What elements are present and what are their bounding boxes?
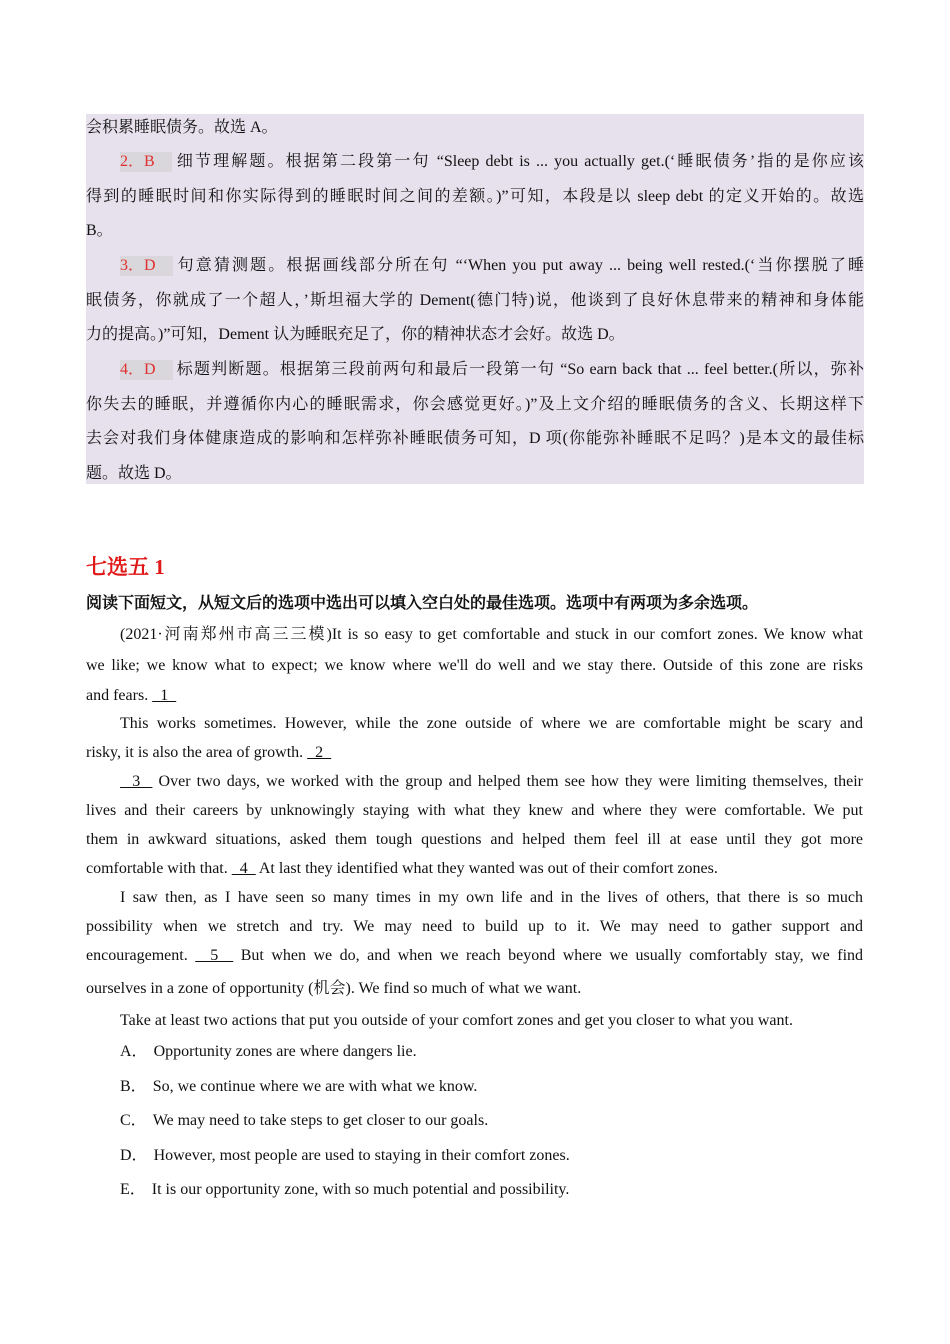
answer-q4-line2: 你失去的睡眠，并遵循你内心的睡眠需求，你会感觉更好。)”及上文介绍的睡眠债务的含义、长期这样下 xyxy=(86,396,864,413)
answer-line: 会积累睡眠债务。故选 A。 xyxy=(86,119,278,136)
answer-q2-label: 2．B xyxy=(120,152,172,172)
blank-1[interactable]: 1 xyxy=(152,687,177,704)
blank-4[interactable]: 4 xyxy=(231,860,256,877)
section-title: 七选五 1 xyxy=(86,555,165,579)
passage-line: I saw then, as I have seen so many times in my own life and in the lives of others, that there is so much xyxy=(120,889,863,906)
passage-line: and fears. 1 xyxy=(86,687,177,704)
passage-line: (2021·河南郑州市高三三模)It is so easy to get comfortable and stuck in our comfort zones. We know what xyxy=(120,626,863,643)
passage-line: encouragement. 5 But when we do, and when we reach beyond where we usually comfortably stay, we find xyxy=(86,947,864,964)
passage-line: possibility when we stretch and try. We may need to build up to it. We may need to gather support and xyxy=(86,918,863,935)
answer-q4-line1: 4．D 标题判断题。根据第三段前两句和最后一段第一句 “So earn back that ... feel better.(所以，弥补 xyxy=(120,361,864,378)
option-b[interactable]: B． So, we continue where we are with what we know. xyxy=(120,1078,478,1095)
blank-2[interactable]: 2 xyxy=(307,744,332,761)
passage-line: comfortable with that. 4 At last they identified what they wanted was out of their comfort zones. xyxy=(86,860,718,877)
answer-q3-line2: 眠债务，你就成了一个超人，’斯坦福大学的 Dement(德门特)说，他谈到了良好休息带来的精神和身体能 xyxy=(86,292,864,309)
option-c[interactable]: C． We may need to take steps to get closer to our goals. xyxy=(120,1112,489,1129)
option-a[interactable]: A． Opportunity zones are where dangers lie. xyxy=(120,1043,417,1060)
answer-q4-line4: 题。故选 D。 xyxy=(86,465,182,482)
passage-line: 3 Over two days, we worked with the group and helped them see how they were limiting themselves, their xyxy=(120,773,864,790)
passage-line: This works sometimes. However, while the zone outside of where we are comfortable might be scary and xyxy=(120,715,863,732)
passage-line: we like; we know what to expect; we know where we'll do well and we stay there. Outside of this zone are risks xyxy=(86,657,863,674)
answer-q2-line3: B。 xyxy=(86,222,113,239)
passage-line: them in awkward situations, asked them tough questions and helped them feel ill at ease until they got more xyxy=(86,831,863,848)
answer-q3-line1: 3．D 句意猜测题。根据画线部分所在句 “‘When you put away ... being well rested.(‘当你摆脱了睡 xyxy=(120,257,864,274)
answer-q3-label: 3．D xyxy=(120,256,173,276)
answer-q2-line1: 2．B 细节理解题。根据第二段第一句 “Sleep debt is ... you actually get.(‘睡眠债务’指的是你应该 xyxy=(120,153,864,170)
option-e[interactable]: E． It is our opportunity zone, with so much potential and possibility. xyxy=(120,1181,570,1198)
answer-q3-line3: 力的提高。)”可知，Dement 认为睡眠充足了，你的精神状态才会好。故选 D。 xyxy=(86,326,625,343)
passage-line: lives and their careers by unknowingly staying with what they knew and where they were comfortable. We put xyxy=(86,802,863,819)
passage-line: Take at least two actions that put you outside of your comfort zones and get you closer to what you want. xyxy=(120,1012,793,1029)
answer-q2-line2: 得到的睡眠时间和你实际得到的睡眠时间之间的差额。)”可知，本段是以 sleep debt 的定义开始的。故选 xyxy=(86,188,864,205)
option-d[interactable]: D． However, most people are used to staying in their comfort zones. xyxy=(120,1147,570,1164)
blank-5[interactable]: 5 xyxy=(195,947,234,964)
passage-line: ourselves in a zone of opportunity (机会). We find so much of what we want. xyxy=(86,980,582,997)
blank-3[interactable]: 3 xyxy=(120,773,153,790)
passage-line: risky, it is also the area of growth. 2 xyxy=(86,744,332,761)
instruction-text: 阅读下面短文，从短文后的选项中选出可以填入空白处的最佳选项。选项中有两项为多余选项。 xyxy=(86,595,759,612)
answer-q4-label: 4．D xyxy=(120,360,173,380)
answer-q4-line3: 去会对我们身体健康造成的影响和怎样弥补睡眠债务可知，D 项(你能弥补睡眠不足吗？)是本文的最佳标 xyxy=(86,430,864,447)
